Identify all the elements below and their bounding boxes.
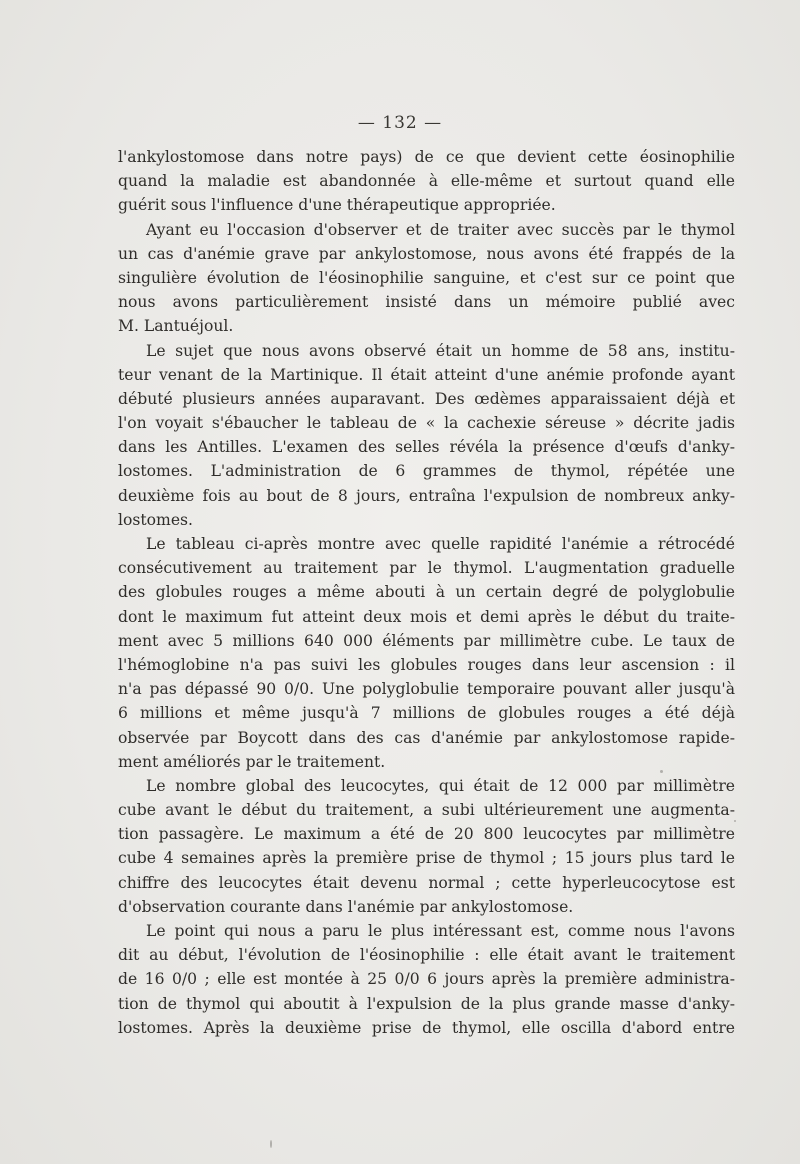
text-line: quand la maladie est abandonnée à elle-même et surtout quand elle xyxy=(118,172,735,191)
text-line: dont le maximum fut atteint deux mois et demi après le début du traite- xyxy=(118,607,735,626)
text-line: n'a pas dépassé 90 0/0. Une polyglobulie temporaire pouvant aller jusqu'à xyxy=(118,680,735,699)
text-line: 6 millions et même jusqu'à 7 millions de globules rouges a été déjà xyxy=(118,704,735,723)
text-line: dit au début, l'évolution de l'éosinophilie : elle était avant le traitement xyxy=(118,946,735,965)
text-line: lostomes. L'administration de 6 grammes de thymol, répétée une xyxy=(118,462,735,481)
text-line: chiffre des leucocytes était devenu normal ; cette hyperleucocytose est xyxy=(118,873,735,892)
text-line: l'hémoglobine n'a pas suivi les globules rouges dans leur ascension : il xyxy=(118,655,735,674)
text-line: d'observation courante dans l'anémie par ankylostomose. xyxy=(118,897,574,916)
text-line: nous avons particulièrement insisté dans un mémoire publié avec xyxy=(118,293,735,312)
text-line: de 16 0/0 ; elle est montée à 25 0/0 6 jours après la première administra- xyxy=(118,970,735,989)
paper-speck xyxy=(270,1140,272,1148)
text-line: Le sujet que nous avons observé était un homme de 58 ans, institu- xyxy=(146,341,735,360)
text-line: des globules rouges a même abouti à un certain degré de polyglobulie xyxy=(118,583,735,602)
text-line: ment avec 5 millions 640 000 éléments par millimètre cube. Le taux de xyxy=(118,631,735,650)
text-line: tion passagère. Le maximum a été de 20 800 leucocytes par millimètre xyxy=(118,825,735,844)
paper-speck xyxy=(660,770,663,773)
text-line: Le point qui nous a paru le plus intéressant est, comme nous l'avons xyxy=(146,922,735,940)
text-line: débuté plusieurs années auparavant. Des œdèmes apparaissaient déjà et xyxy=(118,389,735,408)
text-line: dans les Antilles. L'examen des selles révéla la présence d'œufs d'anky- xyxy=(118,438,735,457)
text-line: l'ankylostomose dans notre pays) de ce que devient cette éosinophilie xyxy=(118,148,735,166)
text-line: lostomes. Après la deuxième prise de thymol, elle oscilla d'abord entre xyxy=(118,1018,735,1037)
text-line: guérit sous l'influence d'une thérapeutique appropriée. xyxy=(118,196,556,215)
text-line: ment améliorés par le traitement. xyxy=(118,752,386,771)
text-line: Ayant eu l'occasion d'observer et de traiter avec succès par le thymol xyxy=(146,220,735,239)
text-line: cube avant le début du traitement, a subi ultérieurement une augmenta- xyxy=(118,801,735,820)
text-line: lostomes. xyxy=(118,510,194,529)
text-line: teur venant de la Martinique. Il était atteint d'une anémie profonde ayant xyxy=(118,365,735,384)
text-line: deuxième fois au bout de 8 jours, entraîna l'expulsion de nombreux anky- xyxy=(118,486,735,505)
text-line: tion de thymol qui aboutit à l'expulsion de la plus grande masse d'anky- xyxy=(118,994,735,1013)
paper-speck xyxy=(734,820,736,822)
text-line: un cas d'anémie grave par ankylostomose, nous avons été frappés de la xyxy=(118,244,735,263)
text-line: l'on voyait s'ébaucher le tableau de « la cachexie séreuse » décrite jadis xyxy=(118,414,735,433)
text-line: consécutivement au traitement par le thymol. L'augmentation graduelle xyxy=(118,559,735,578)
text-line: Le tableau ci-après montre avec quelle rapidité l'anémie a rétrocédé xyxy=(146,535,735,553)
page-number: — 132 — xyxy=(357,113,443,133)
text-line: Le nombre global des leucocytes, qui était de 12 000 par millimètre xyxy=(146,776,735,795)
text-line: observée par Boycott dans des cas d'anémie par ankylostomose rapide- xyxy=(118,728,735,747)
text-line: singulière évolution de l'éosinophilie sanguine, et c'est sur ce point que xyxy=(118,268,735,287)
body-text xyxy=(118,145,735,1040)
text-line: M. Lantuéjoul. xyxy=(118,317,234,336)
text-line: cube 4 semaines après la première prise de thymol ; 15 jours plus tard le xyxy=(118,849,735,868)
